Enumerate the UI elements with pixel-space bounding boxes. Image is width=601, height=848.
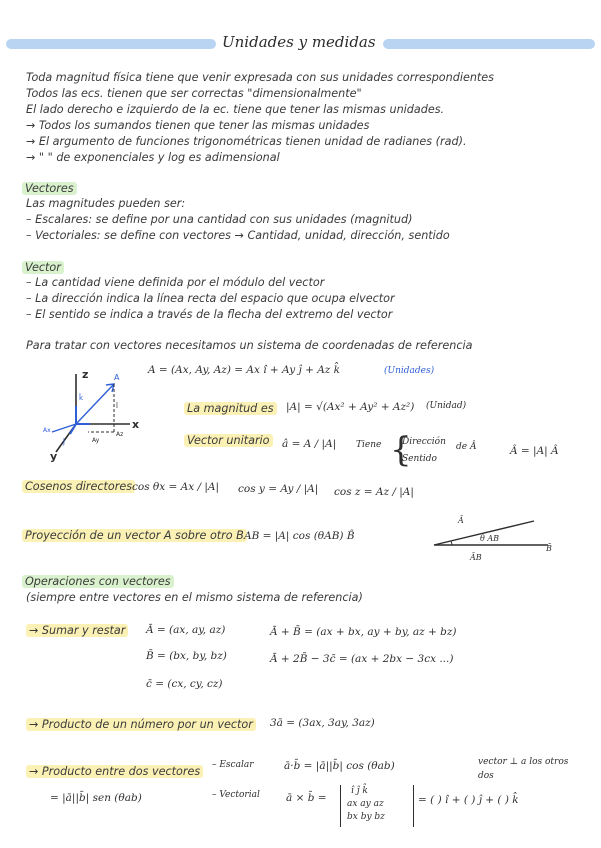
j-label: ĵ [63, 438, 65, 446]
vector-a-arrow [76, 384, 114, 424]
vector-def-units: (Unidades) [384, 366, 435, 376]
producto-escalar-label: – Escalar [212, 760, 254, 770]
vector-line-1: – La cantidad viene definida por el módulo del vector [26, 276, 325, 289]
vectores-line-1: Las magnitudes pueden ser: [26, 197, 186, 210]
proyeccion-formula: AB = |A| cos (θAB) B̂ [244, 530, 355, 542]
projection-ab-label: ĀB [470, 553, 482, 562]
determinant-row-2: ax ay az [347, 799, 384, 809]
intro-line-3: El lado derecho e izquierdo de la ec. tiene que tener las mismas unidades. [26, 103, 445, 116]
projection-angle-label: θ AB [480, 534, 500, 543]
i-label: î [116, 402, 118, 410]
vector-heading: Vector [22, 261, 64, 274]
projection-b-label: B̄ [546, 544, 552, 553]
operaciones-sub: (siempre entre vectores en el mismo sistema de referencia) [26, 591, 363, 604]
magnitud-label: La magnitud es [184, 402, 277, 415]
sumar-a: Ā = (ax, ay, az) [146, 624, 226, 636]
producto-vectorial-formula: ā × b̄ = [286, 792, 327, 804]
intro-line-2: Todos las ecs. tienen que ser correctas "dimensionalmente" [26, 87, 362, 100]
ax-label: Ax [43, 427, 51, 434]
sumar-label: → Sumar y restar [26, 624, 128, 637]
z-axis-label: z [82, 368, 89, 381]
vector-a-label: A [114, 373, 120, 382]
cosenos-label: Cosenos directores [22, 480, 135, 493]
proyeccion-label: Proyección de un vector A sobre otro B [22, 529, 247, 542]
magnitud-formula: |A| = √(Ax² + Ay² + Az²) [286, 401, 415, 413]
determinant-row-3: bx by bz [347, 812, 385, 822]
y-axis-label: y [50, 450, 58, 462]
determinant-result: = ( ) î + ( ) ĵ + ( ) k̂ [418, 794, 519, 806]
ay-label: Ay [92, 437, 100, 444]
coseno-y: cos y = Ay / |A| [238, 483, 319, 495]
producto-vec-label: → Producto entre dos vectores [26, 765, 203, 778]
title-bar-left [6, 39, 216, 49]
sumar-b: B̄ = (bx, by, bz) [146, 650, 227, 662]
intro-line-6: → " " de exponenciales y log es adimensional [26, 151, 280, 164]
producto-num-label: → Producto de un número por un vector [26, 718, 256, 731]
x-axis-label: x [132, 418, 140, 431]
determinant [340, 785, 414, 827]
sumar-combination: Ā + 2B̄ − 3c̄ = (ax + 2bx − 3cx ...) [270, 653, 454, 665]
unitario-brace: { [390, 430, 412, 470]
unitario-label: Vector unitario [184, 434, 273, 447]
unitario-de: de Â [456, 442, 477, 452]
determinant-row-1: î ĵ k̂ [351, 786, 368, 796]
projection-figure [430, 515, 570, 565]
k-label: k̂ [79, 394, 84, 402]
coseno-z: cos z = Az / |A| [334, 486, 414, 498]
unitario-relation: Â = |A| Â [510, 445, 559, 457]
intro-line-5: → El argumento de funciones trigonométricas tienen unidad de radianes (rad). [26, 135, 467, 148]
producto-vectorial-label: – Vectorial [212, 790, 260, 800]
vector-def-formula: A = (Ax, Ay, Az) = Ax î + Ay ĵ + Az k̂ [148, 364, 341, 376]
unitario-tiene: Tiene [356, 440, 382, 450]
az-label: Az [116, 431, 124, 438]
operaciones-heading: Operaciones con vectores [22, 575, 174, 588]
producto-escalar-formula: ā·b̄ = |ā||b̄| cos (θab) [284, 760, 395, 772]
unitario-formula: â = A / |A| [282, 438, 337, 450]
coords-line: Para tratar con vectores necesitamos un sistema de coordenadas de referencia [26, 339, 473, 352]
vector-line-2: – La dirección indica la línea recta del espacio que ocupa elvector [26, 292, 395, 305]
producto-modulo: = |ā||b̄| sen (θab) [50, 792, 142, 804]
unitario-direccion: Dirección [402, 437, 446, 447]
vector-line-3: – El sentido se indica a través de la flecha del extremo del vector [26, 308, 393, 321]
sumar-c: c̄ = (cx, cy, cz) [146, 678, 223, 690]
vectores-line-3: – Vectoriales: se define con vectores → Cantidad, unidad, dirección, sentido [26, 229, 450, 242]
magnitud-units: (Unidad) [426, 401, 467, 411]
sumar-sum: Ā + B̄ = (ax + bx, ay + by, az + bz) [270, 626, 457, 638]
producto-num-formula: 3ā = (3ax, 3ay, 3az) [270, 717, 375, 729]
intro-line-4: → Todos los sumandos tienen que tener las mismas unidades [26, 119, 370, 132]
title-bar-right [383, 39, 595, 49]
projection-a-label: Ā [458, 516, 464, 525]
intro-line-1: Toda magnitud física tiene que venir expresada con sus unidades correspondientes [26, 71, 495, 84]
producto-vec-note: vector ⊥ a los otros dos [478, 757, 569, 781]
coseno-x: cos θx = Ax / |A| [132, 481, 220, 493]
vectores-heading: Vectores [22, 182, 77, 195]
coordinate-diagram [30, 362, 150, 462]
page-title: Unidades y medidas [222, 33, 376, 51]
vectores-line-2: – Escalares: se define por una cantidad con sus unidades (magnitud) [26, 213, 413, 226]
unitario-sentido: Sentido [402, 454, 437, 464]
